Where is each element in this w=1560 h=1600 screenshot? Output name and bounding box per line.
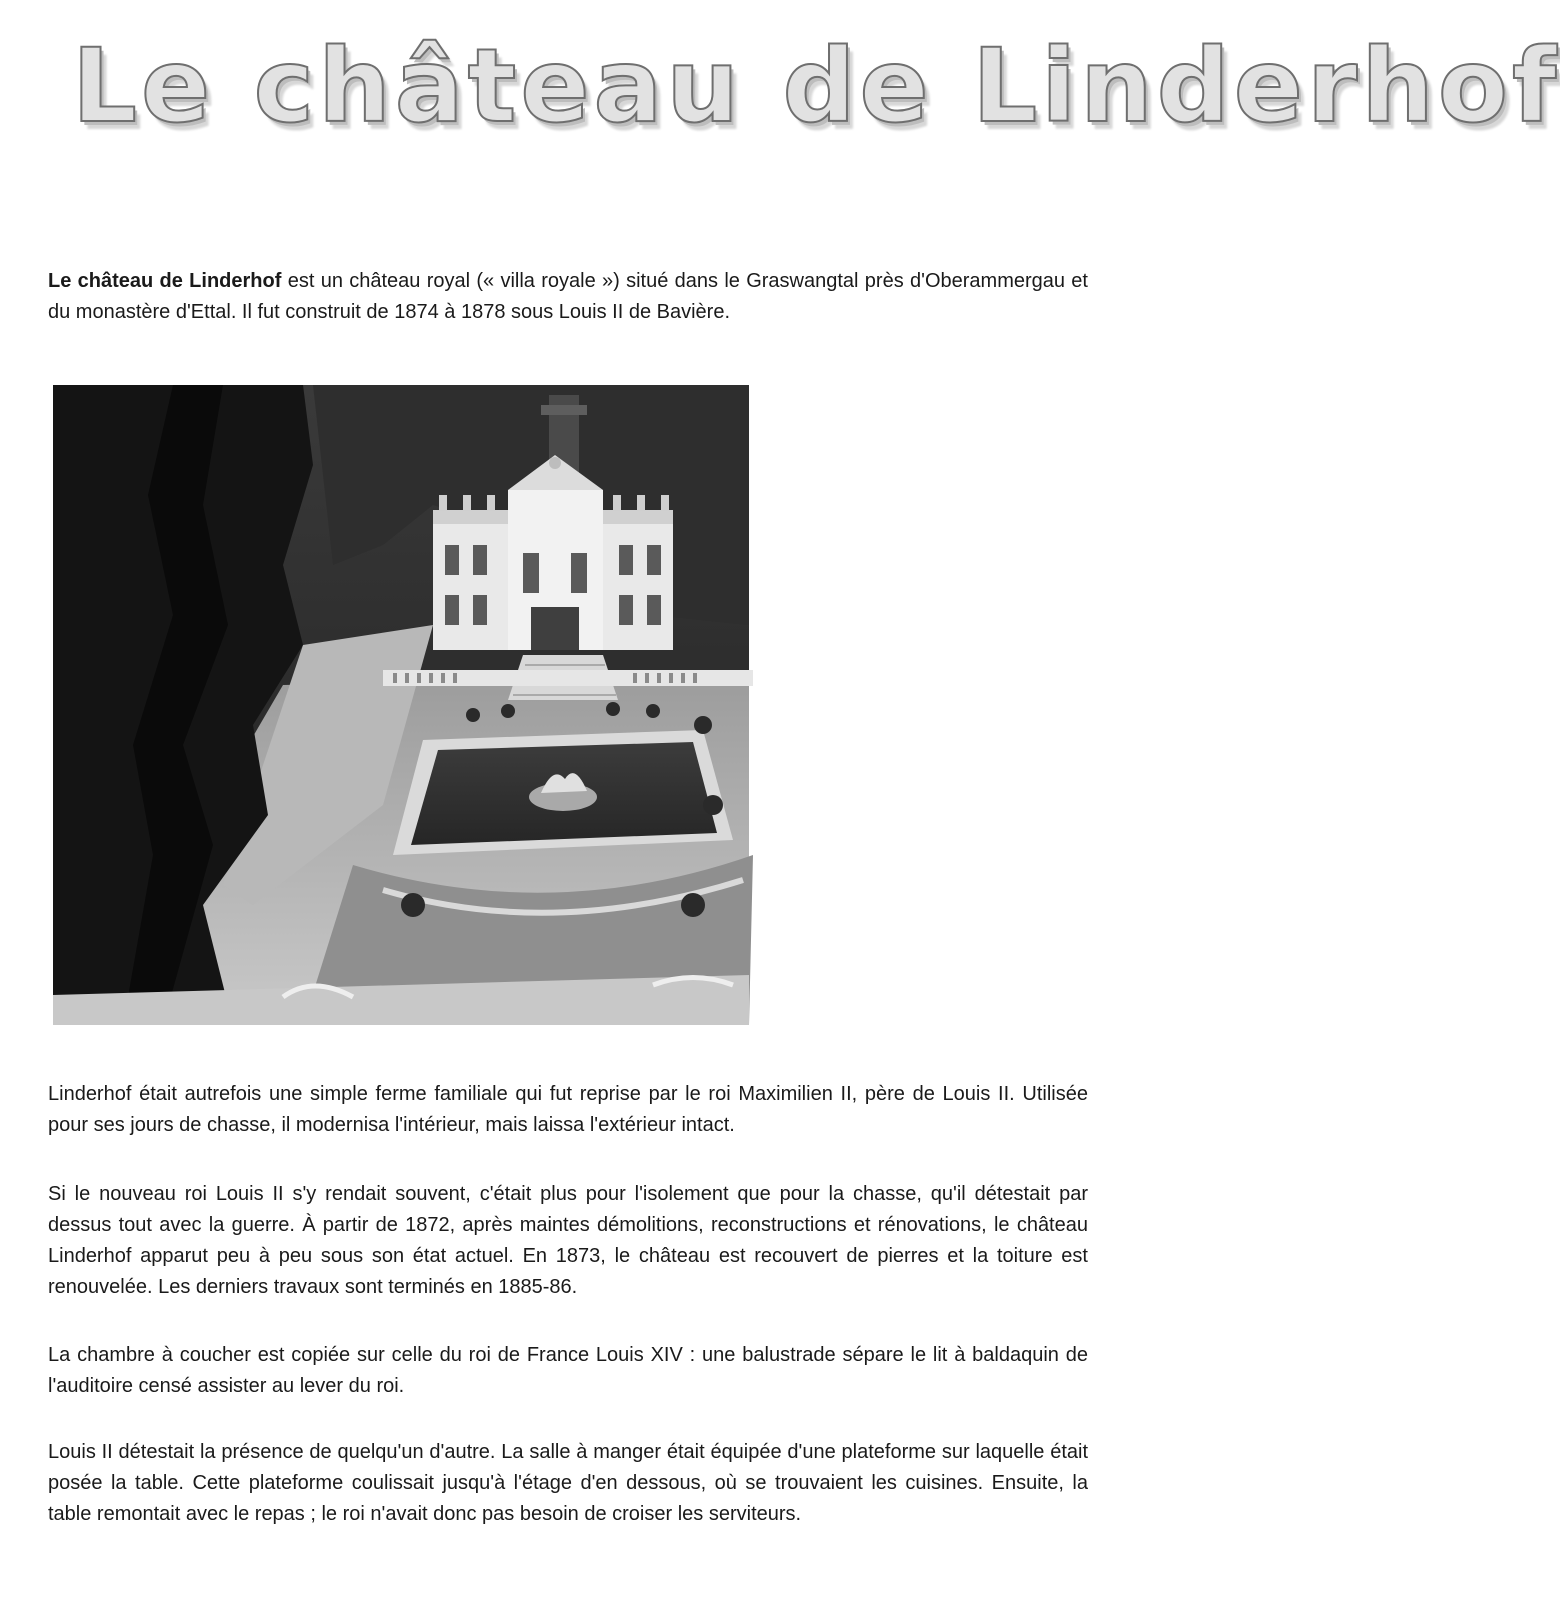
paragraph-louis-ii: Si le nouveau roi Louis II s'y rendait souvent, c'était plus pour l'isolement que pour la chasse, qu'il détestait par dessus tout avec la guerre. À partir de 1872, après maintes démolitions, reconstructions et rénovations, le château Linderhof apparut peu à peu sous son état actuel. En 1873, le château est recouvert de pierres et la toiture est renouvelée. Les derniers travaux sont terminés en 1885-86. (48, 1183, 1088, 1298)
paragraph-dining-room: Louis II détestait la présence de quelqu'un d'autre. La salle à manger était équipée d'une plateforme sur laquelle était posée la table. Cette plateforme coulissait jusqu'à l'étage d'en dessous, où se trouvaient les cuisines. Ensuite, la table remontait avec le repas ; le roi n'avait donc pas besoin de croiser les serviteurs. (48, 1441, 1088, 1525)
castle-photo (53, 385, 749, 1025)
intro-paragraph (48, 266, 1088, 328)
intro-lead: Le château de Linderhof (48, 270, 282, 292)
paragraph-bedroom: La chambre à coucher est copiée sur celle du roi de France Louis XIV : une balustrade sépare le lit à baldaquin de l'auditoire censé assister au lever du roi. (48, 1344, 1088, 1397)
paragraph-history: Linderhof était autrefois une simple ferme familiale qui fut reprise par le roi Maximilien II, père de Louis II. Utilisée pour ses jours de chasse, il modernisa l'intérieur, mais laissa l'extérieur intact. (48, 1083, 1088, 1136)
page-title: Le château de Linderhof (72, 27, 1560, 146)
intro-text: est un château royal (« villa royale ») situé dans le Graswangtal près d'Oberammergau et du monastère d'Ettal. Il fut construit de 1874 à 1878 sous Louis II de Bavière. (48, 270, 1088, 323)
